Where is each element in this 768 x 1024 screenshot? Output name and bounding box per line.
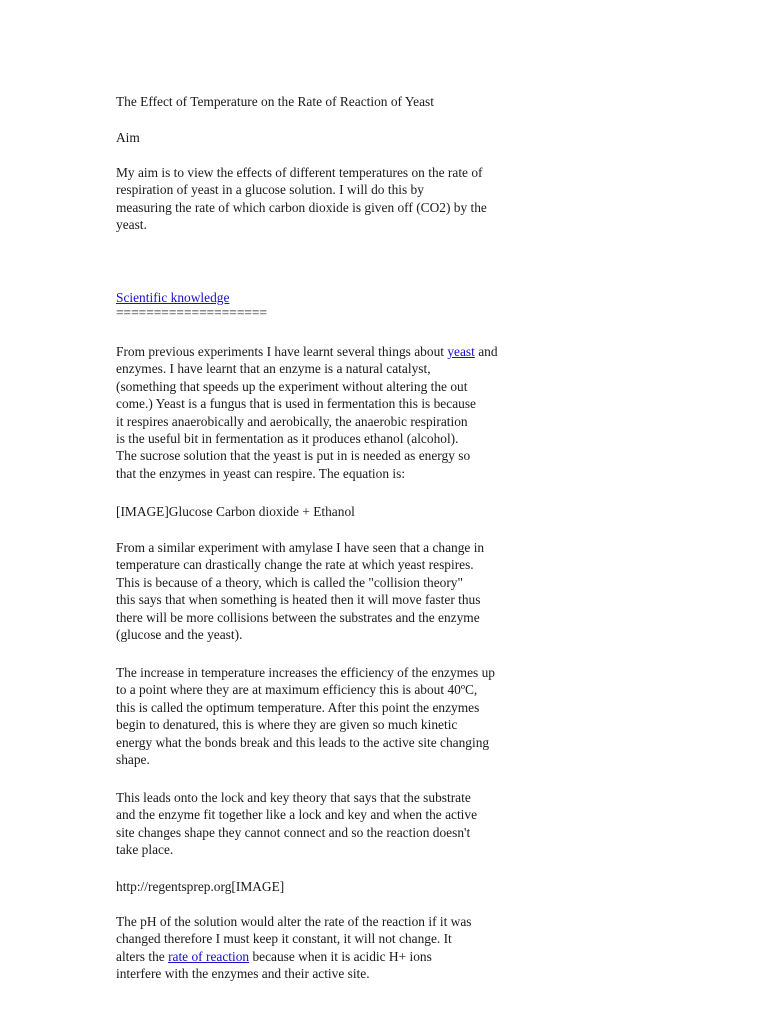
scientific-knowledge-section bbox=[116, 289, 267, 322]
paragraph-line: This is because of a theory, which is called the "collision theory" bbox=[116, 574, 463, 590]
paragraph-line: is the useful bit in fermentation as it produces ethanol (alcohol). bbox=[116, 431, 459, 447]
paragraph-lock-and-key bbox=[116, 789, 477, 859]
equation-line: [IMAGE]Glucose Carbon dioxide + Ethanol bbox=[116, 504, 355, 519]
text-segment: and bbox=[474, 344, 498, 359]
paragraph-line bbox=[116, 948, 472, 965]
paragraph-line: this is called the optimum temperature. After this point the enzymes bbox=[116, 699, 480, 715]
aim-line: respiration of yeast in a glucose solution. I will do this by bbox=[116, 182, 424, 198]
paragraph-line: begin to denatured, this is where they are given so much kinetic bbox=[116, 717, 458, 733]
text-segment: From previous experiments I have learnt several things about bbox=[116, 344, 448, 359]
aim-line: yeast. bbox=[116, 217, 147, 233]
scientific-knowledge-link[interactable]: Scientific knowledge bbox=[116, 290, 230, 305]
paragraph-line bbox=[116, 343, 498, 360]
paragraph-line: (something that speeds up the experiment without altering the out bbox=[116, 378, 468, 394]
source-url-line: http://regentsprep.org[IMAGE] bbox=[116, 879, 285, 894]
paragraph-line: take place. bbox=[116, 842, 174, 858]
paragraph-line: site changes shape they cannot connect and so the reaction doesn't bbox=[116, 824, 471, 840]
paragraph-line: enzymes. I have learnt that an enzyme is a natural catalyst, bbox=[116, 361, 431, 377]
paragraph-line: This leads onto the lock and key theory that says that the substrate bbox=[116, 790, 471, 805]
paragraph-line: to a point where they are at maximum efficiency this is about 40ºC, bbox=[116, 682, 478, 698]
paragraph-line: changed therefore I must keep it constant, it will not change. It bbox=[116, 931, 452, 947]
paragraph-line: and the enzyme fit together like a lock and key and when the active bbox=[116, 807, 478, 823]
paragraph-line: there will be more collisions between the substrates and the enzyme bbox=[116, 609, 480, 625]
text-segment: because when it is acidic H+ ions bbox=[249, 948, 432, 964]
aim-paragraph bbox=[116, 164, 487, 234]
separator-line: ==================== bbox=[116, 305, 268, 321]
paragraph-line: interfere with the enzymes and their active site. bbox=[116, 966, 370, 982]
paragraph-line: shape. bbox=[116, 752, 150, 768]
aim-line: My aim is to view the effects of different temperatures on the rate of bbox=[116, 165, 483, 180]
paragraph-line: The increase in temperature increases the efficiency of the enzymes up bbox=[116, 665, 495, 680]
aim-heading: Aim bbox=[116, 130, 140, 145]
paragraph-collision-theory bbox=[116, 539, 484, 643]
paragraph-line: it respires anaerobically and aerobically, the anaerobic respiration bbox=[116, 413, 468, 429]
text-segment: alters the bbox=[116, 948, 169, 964]
paragraph-line: temperature can drastically change the rate at which yeast respires. bbox=[116, 557, 474, 573]
paragraph-line: The sucrose solution that the yeast is put in is needed as energy so bbox=[116, 448, 471, 464]
paragraph-line: this says that when something is heated then it will move faster thus bbox=[116, 592, 481, 608]
paragraph-ph bbox=[116, 913, 472, 983]
paragraph-line: energy what the bonds break and this leads to the active site changing bbox=[116, 734, 490, 750]
paragraph-line: (glucose and the yeast). bbox=[116, 627, 243, 643]
paragraph-line: The pH of the solution would alter the rate of the reaction if it was bbox=[116, 914, 472, 929]
document-title: The Effect of Temperature on the Rate of Reaction of Yeast bbox=[116, 94, 434, 109]
paragraph-optimum-temperature bbox=[116, 664, 495, 768]
paragraph-yeast-knowledge bbox=[116, 343, 498, 482]
paragraph-line: that the enzymes in yeast can respire. The equation is: bbox=[116, 465, 406, 481]
aim-line: measuring the rate of which carbon dioxide is given off (CO2) by the bbox=[116, 199, 487, 215]
paragraph-line: From a similar experiment with amylase I have seen that a change in bbox=[116, 540, 485, 555]
rate-of-reaction-link[interactable]: rate of reaction bbox=[168, 948, 250, 964]
yeast-link[interactable]: yeast bbox=[447, 344, 475, 359]
paragraph-line: come.) Yeast is a fungus that is used in fermentation this is because bbox=[116, 396, 476, 412]
